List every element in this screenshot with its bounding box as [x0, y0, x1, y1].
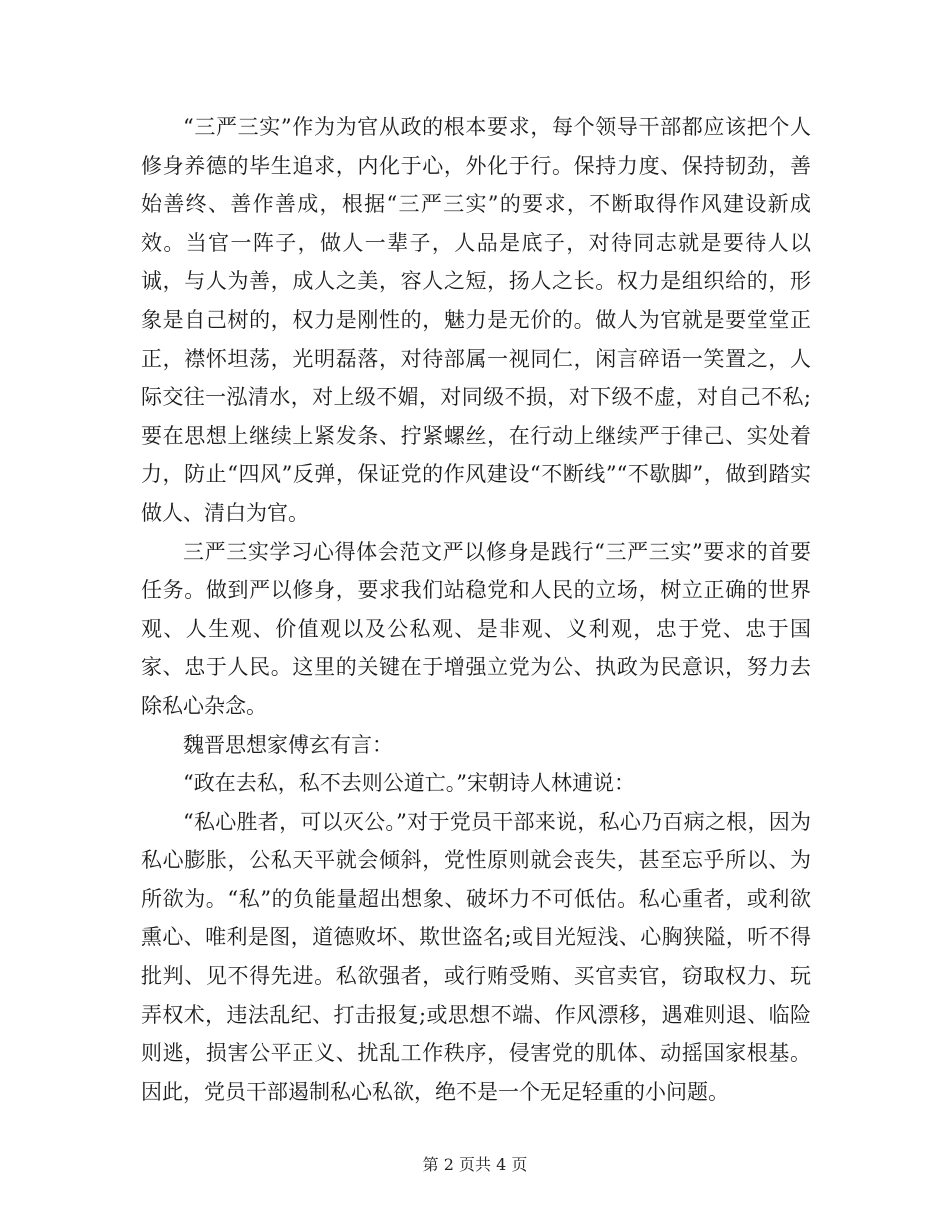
paragraph: 三严三实学习心得体会范文严以修身是践行“三严三实”要求的首要任务。做到严以修身，要求我们站稳党和人民的立场，树立正确的世界观、人生观、价值观以及公私观、是非观、义利观，忠于党、忠于国家、忠于人民。这里的关键在于增强立党为公、执政为民意识，努力去除私心杂念。: [141, 539, 811, 718]
paragraph: 魏晋思想家傅玄有言：: [183, 732, 393, 757]
paragraph: “政在去私，私不去则公道亡。”宋朝诗人林逋说：: [183, 771, 635, 796]
body-text: [141, 108, 811, 1111]
paragraph: “私心胜者，可以灭公。”对于党员干部来说，私心乃百病之根，因为私心膨胀，公私天平就会倾斜，党性原则就会丧失，甚至忘乎所以、为所欲为。“私”的负能量超出想象、破坏力不可低估。私心重者，或利欲熏心、唯利是图，道德败坏、欺世盗名;或目光短浅、心胸狭隘，听不得批判、见不得先进。私欲强者，或行贿受贿、买官卖官，窃取权力、玩弄权术，违法乱纪、打击报复;或思想不端、作风漂移，遇难则退、临险则逃，损害公平正义、扰乱工作秩序，侵害党的肌体、动摇国家根基。因此，党员干部遏制私心私欲，绝不是一个无足轻重的小问题。: [141, 809, 811, 1104]
page-footer: 第 2 页共 4 页: [422, 1155, 528, 1174]
paragraph: “三严三实”作为为官从政的根本要求，每个领导干部都应该把个人修身养德的毕生追求，内化于心，外化于行。保持力度、保持韧劲，善始善终、善作善成，根据“三严三实”的要求，不断取得作风建设新成效。当官一阵子，做人一辈子，人品是底子，对待同志就是要待人以诚，与人为善，成人之美，容人之短，扬人之长。权力是组织给的，形象是自己树的，权力是刚性的，魅力是无价的。做人为官就是要堂堂正正，襟怀坦荡，光明磊落，对待部属一视同仁，闲言碎语一笑置之，人际交往一泓清水，对上级不媚，对同级不损，对下级不虚，对自己不私;要在思想上继续上紧发条、拧紧螺丝，在行动上继续严于律己、实处着力，防止“四风”反弹，保证党的作风建设“不断线”“不歇脚”，做到踏实做人、清白为官。: [141, 115, 811, 525]
